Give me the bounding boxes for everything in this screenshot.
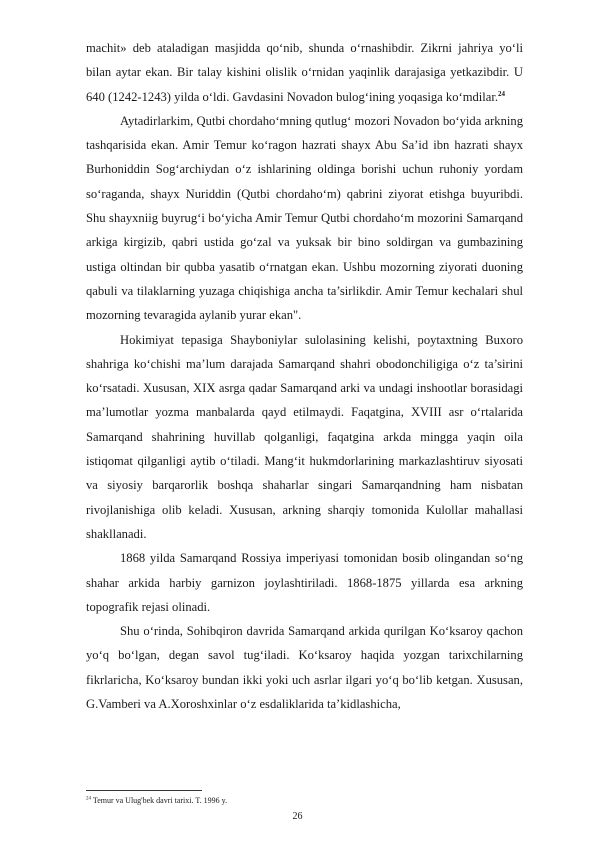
- paragraph-1-text: machit» deb ataladigan masjidda qo‘nib, shunda o‘rnashibdir. Zikrni jahriya yo‘li bilan aytar ekan. Bir talay kishini olislik o‘rnidan yaqinlik darajasiga yetkazibdir. U 640 (1242-1243) yilda o‘ldi. Gavdasini Novadon bulog‘ining yoqasiga ko‘mdilar.: [86, 41, 523, 104]
- paragraph-1: [86, 36, 523, 109]
- footnote-divider: [86, 790, 202, 791]
- paragraph-3: Hokimiyat tepasiga Shayboniylar sulolasining kelishi, poytaxtning Buxoro shahriga ko‘chishi ma’lum darajada Samarqand shahri obodonchiligiga o‘z ta’sirini ko‘rsatadi. Xususan, XIX asrga qadar Samarqand arki va undagi inshootlar borasidagi ma’lumotlar yozma manbalarda qayd etilmaydi. Faqatgina, XVIII asr o‘rtalarida Samarqand shahrining huvillab qolganligi, faqatgina arkda mingga yaqin oila istiqomat qilganligi aytib o‘tiladi. Mang‘it hukmdorlarining markazlashtiruv siyosati va siyosiy barqarorlik boshqa shaharlar singari Samarqandning ham nisbatan rivojlanishiga olib keladi. Xususan, arkning sharqiy tomonida Kulollar mahallasi shakllanadi.: [86, 332, 523, 541]
- page-number: 26: [292, 811, 303, 822]
- footnote-reference[interactable]: 24: [498, 89, 506, 98]
- footnote: [86, 796, 227, 805]
- document-body: [86, 36, 523, 716]
- paragraph-4: 1868 yilda Samarqand Rossiya imperiyasi tomonidan bosib olingandan so‘ng shahar arkida harbiy garnizon joylashtiriladi. 1868-1875 yillarda esa arkning topografik rejasi olinadi.: [86, 551, 523, 614]
- paragraph-2: Aytadirlarkim, Qutbi chordaho‘mning qutlug‘ mozori Novadon bo‘yida arkning tashqarisida ekan. Amir Temur ko‘ragon hazrati shayx Abu Sa’id ibn hazrati shayx Burhoniddin Sog‘archiydan o‘z ishlarining oldinga borishi uchun ruhoniy yordam so‘raganda, shayx Nuriddin (Qutbi chordaho‘m) qabrini ziyorat etishga buyuribdi. Shu shayxniig buyrug‘i bo‘yicha Amir Temur Qutbi chordaho‘m mozorini Samarqand arkiga kirgizib, qabri ustida go‘zal va yuksak bir bino soldirgan va gumbazining ustiga oltindan bir qubba yasatib o‘rnatgan ekan. Ushbu mozorning ziyorati duoning qabuli va tilaklarning yuzaga chiqishiga ancha ta’sirlikdir. Amir Temur kechalari shul mozorning tevaragida aylanib yurar ekan".: [86, 113, 523, 323]
- footnote-number: 24: [86, 796, 91, 802]
- paragraph-5: Shu o‘rinda, Sohibqiron davrida Samarqand arkida qurilgan Ko‘ksaroy qachon yo‘q bo‘lgan, degan savol tug‘iladi. Ko‘ksaroy haqida yozgan tarixchilarning fikrlaricha, Ko‘ksaroy bundan ikki yoki uch asrlar ilgari yo‘q bo‘lib ketgan. Xususan, G.Vamberi va A.Xoroshxinlar o‘z esdaliklarida ta’kidlashicha,: [86, 624, 523, 712]
- footnote-text: Temur va Ulug'bek davri tarixi. T. 1996 y.: [92, 796, 228, 805]
